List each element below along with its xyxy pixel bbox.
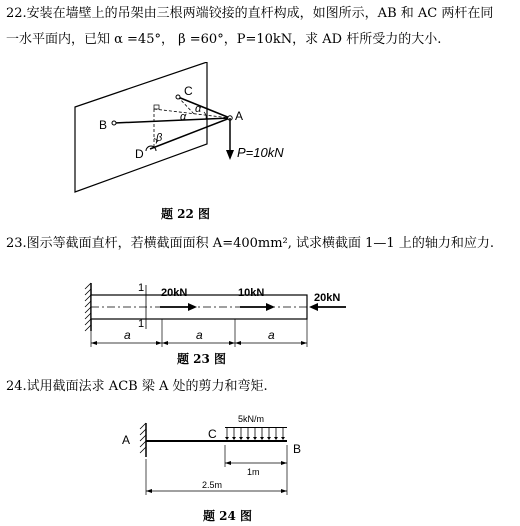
- section-top-label: 1: [138, 282, 145, 294]
- dim-2-5m: 2.5m: [202, 480, 223, 490]
- dim-1m: 1m: [247, 467, 260, 477]
- label-B: B: [99, 118, 108, 132]
- dim-a-1: a: [124, 328, 131, 342]
- label-A: A: [235, 109, 244, 123]
- label-B-24: B: [293, 442, 302, 456]
- question-24-text: [6, 375, 268, 399]
- caption-22: 题 22 图: [161, 207, 211, 221]
- label-C: C: [184, 84, 193, 98]
- bar-AB: [114, 118, 230, 123]
- dim-a-2: a: [196, 328, 203, 342]
- question-23-text: [6, 232, 494, 256]
- figure-23: [0, 275, 520, 375]
- force-3-label: 20kN: [314, 292, 341, 304]
- q22-line-2: 一水平面内，已知 α =45°， β =60°，P=10kN，求 AD 杆所受力的大小.: [6, 32, 442, 47]
- question-22-text: [6, 2, 493, 52]
- label-C-24: C: [208, 427, 217, 441]
- section-bottom-label: 1: [138, 318, 145, 330]
- label-alpha: α: [195, 103, 202, 115]
- q22-line-1: 22.安装在墙壁上的吊架由三根两端铰接的直杆构成，如图所示，AB 和 AC 两杆在同: [6, 6, 494, 21]
- force-1-label: 20kN: [161, 287, 188, 299]
- label-P: P=10kN: [237, 145, 284, 160]
- caption-24: 题 24 图: [203, 509, 253, 523]
- force-2-label: 10kN: [238, 287, 265, 299]
- label-alpha-2: α: [180, 111, 187, 123]
- label-A-24: A: [122, 433, 131, 447]
- q23-line-1: 23.图示等截面直杆，若横截面面积 A=400mm², 试求横截面 1—1 上的轴力和应力.: [6, 236, 494, 251]
- wall: [75, 62, 207, 192]
- label-D: D: [135, 147, 144, 161]
- figure-24: [0, 405, 520, 515]
- load-label: 5kN/m: [238, 414, 265, 424]
- caption-23: 题 23 图: [177, 352, 227, 366]
- dim-a-3: a: [268, 328, 275, 342]
- q24-line-1: 24.试用截面法求 ACB 梁 A 处的剪力和弯矩.: [6, 379, 268, 394]
- label-beta: β: [156, 132, 163, 144]
